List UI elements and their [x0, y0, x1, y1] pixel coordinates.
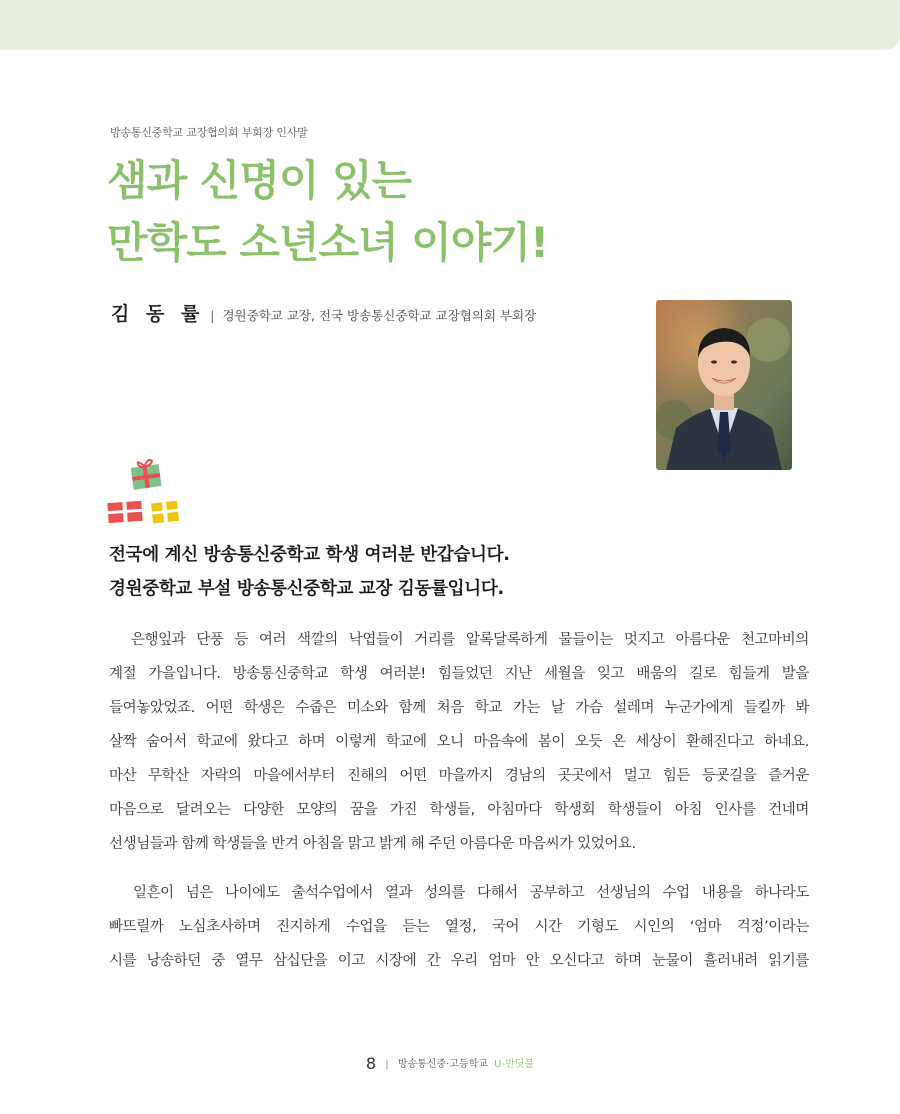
top-band	[0, 0, 900, 50]
paragraph-line: 은행잎과 단풍 등 여러 색깔의 낙엽들이 거리를 알록달록하게 물들이는 멋지고 아름다운 천고마비의	[109, 632, 809, 648]
paragraph-line: 살짝 숨어서 학교에 왔다고 하며 이렇게 학교에 오니 마음속에 봄이 오듯 온 세상이 환해진다고 하네요.	[109, 734, 809, 750]
publication-name: 방송통신중·고등학교	[397, 1059, 488, 1070]
author-byline	[111, 299, 536, 326]
footer-separator: |	[385, 1059, 389, 1070]
title-line-1: 샘과 신명이 있는	[107, 156, 412, 205]
publication-brand: U-반딧불	[494, 1059, 535, 1070]
body-paragraph-2	[109, 876, 809, 978]
page-footer	[0, 1054, 900, 1073]
headline-line-1: 전국에 계신 방송통신중학교 학생 여러분 반갑습니다.	[109, 545, 510, 565]
page-number: 8	[365, 1054, 377, 1073]
author-portrait	[656, 300, 792, 470]
greeting-headline	[109, 538, 510, 606]
gift-boxes-icon	[106, 456, 186, 526]
headline-line-2: 경원중학교 부설 방송통신중학교 교장 김동률입니다.	[109, 579, 504, 599]
byline-separator: |	[210, 308, 215, 323]
paragraph-line: 들여놓았었죠. 어떤 학생은 수줍은 미소와 함께 처음 학교 가는 날 가슴 설레며 누군가에게 들킬까 봐	[109, 700, 809, 716]
paragraph-line: 빠뜨릴까 노심초사하며 진지하게 수업을 듣는 열정, 국어 시간 기형도 시인의 ‘엄마 걱정’이라는	[109, 919, 809, 935]
article-title	[107, 150, 548, 274]
section-kicker: 방송통신중학교 교장협의회 부회장 인사말	[110, 126, 308, 139]
title-line-2: 만학도 소년소녀 이야기!	[107, 218, 549, 267]
paragraph-line: 시를 낭송하던 중 열무 삼십단을 이고 시장에 간 우리 엄마 안 오신다고 하며 눈물이 흘러내려 읽기를	[109, 953, 809, 969]
paragraph-line: 선생님들과 함께 학생들을 반겨 아침을 맑고 밝게 해 주던 아름다운 마음씨가 있었어요.	[109, 836, 636, 852]
author-name: 김 동 률	[111, 303, 205, 325]
paragraph-line: 마음으로 달려오는 다양한 모양의 꿈을 가진 학생들, 아침마다 학생회 학생들이 아침 인사를 건네며	[109, 802, 809, 818]
body-paragraph-1	[109, 623, 809, 861]
paragraph-line: 일흔이 넘은 나이에도 출석수업에서 열과 성의를 다해서 공부하고 선생님의 수업 내용을 하나라도	[109, 885, 809, 901]
paragraph-line: 마산 무학산 자락의 마을에서부터 진해의 어떤 마을까지 경남의 곳곳에서 멀고 힘든 등굣길을 즐거운	[109, 768, 809, 784]
author-role: 경원중학교 교장, 전국 방송통신중학교 교장협의회 부회장	[222, 308, 537, 323]
paragraph-line: 계절 가을입니다. 방송통신중학교 학생 여러분! 힘들었던 지난 세월을 잊고 배움의 길로 힘들게 발을	[109, 666, 809, 682]
